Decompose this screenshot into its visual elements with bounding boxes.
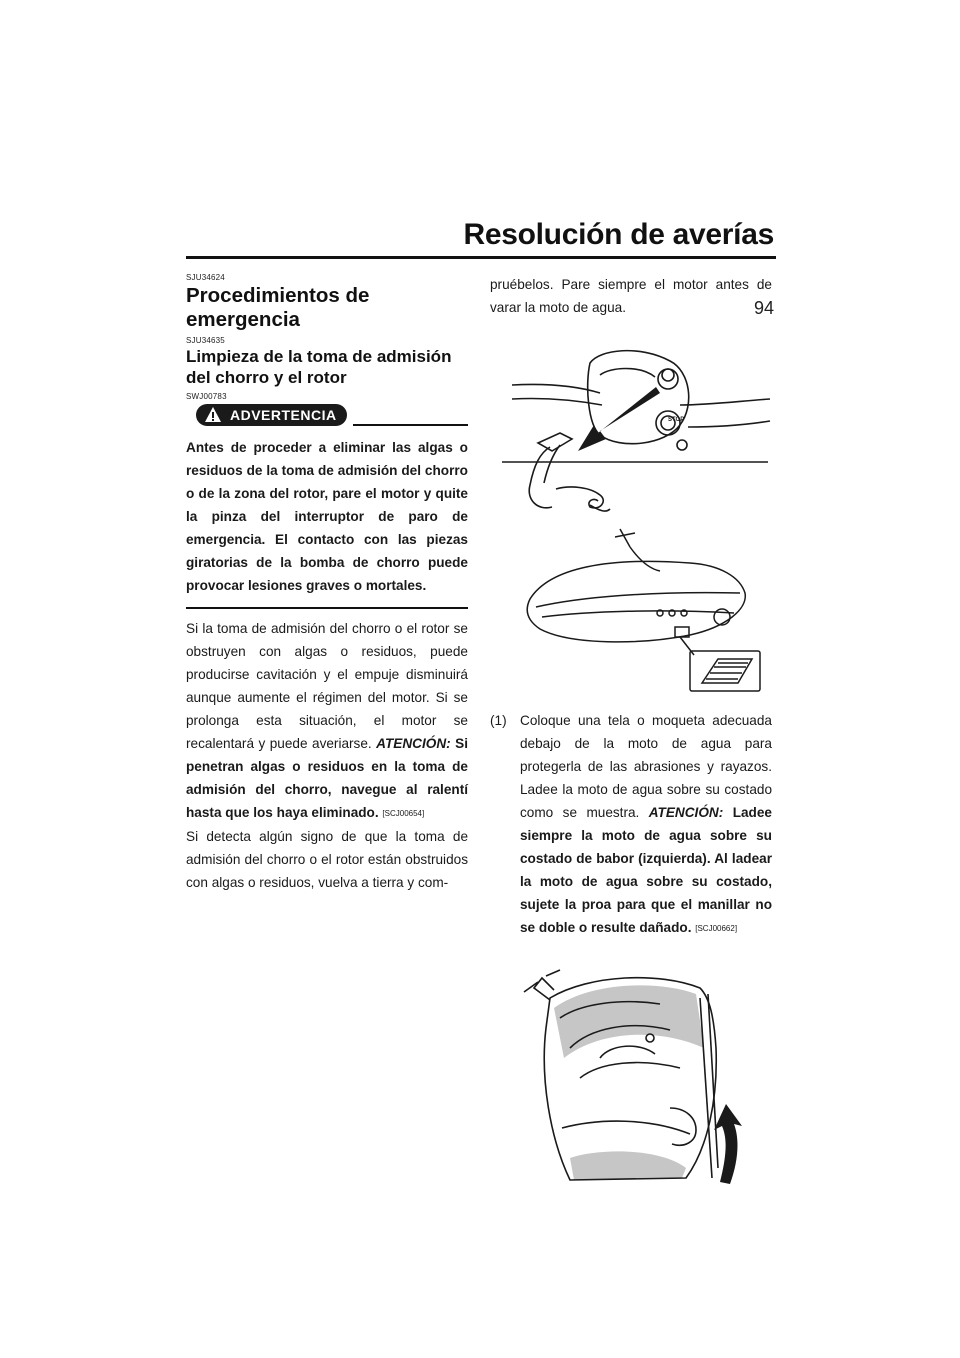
paragraph-continued: pruébelos. Pare siempre el motor antes de varar la moto de agua. (490, 277, 772, 315)
warning-label: ADVERTENCIA (230, 407, 337, 423)
right-column (490, 273, 772, 1194)
lanyard-removal-illustration (490, 335, 772, 517)
step-1-text: Coloque una tela o moqueta adecuada debajo de la moto de agua para protegerla de las abrasiones y rayazos. Ladee la moto de agua sobre su costado como se muestra. (520, 713, 772, 820)
step-1-atencion: ATENCIÓN: (648, 805, 724, 820)
stop-label: STOP (668, 417, 685, 423)
left-column (186, 273, 468, 894)
watercraft-side-illustration (490, 517, 772, 695)
paragraph-1-code: [SCJ00654] (382, 809, 425, 818)
warning-rule (353, 424, 468, 426)
paragraph-1-caution: Si penetran algas o residuos en la toma de admisión del chorro, navegue al ralentí hasta que los haya eliminado. (186, 736, 468, 820)
step-1-caution: Ladee siempre la moto de agua sobre su costado de babor (izquierda). Al ladear la moto de agua sobre su costado, sujete la proa para que el manillar no se doble o resulte dañado. (520, 805, 772, 935)
paragraph-1-atencion: ATENCIÓN: (376, 736, 451, 751)
warning-text: Antes de proceder a eliminar las algas o residuos de la toma de admisión del chorro o de la zona del rotor, pare el motor y quite la pinza del interruptor de paro de emergencia. El contacto con las piezas giratorias de la bomba de chorro puede provocar lesiones graves o mortales. (186, 440, 468, 593)
header-rule (186, 256, 776, 259)
warning-header (186, 404, 468, 430)
paragraph-1 (186, 617, 468, 825)
warning-end-rule (186, 607, 468, 609)
page-header-title: Resolución de averías (463, 218, 774, 251)
paragraph-2: Si detecta algún signo de que la toma de admisión del chorro o el rotor están obstruidos con algas o residuos, vuelva a tierra y com- (186, 829, 468, 890)
step-1-code: [SCJ00662] (695, 924, 738, 933)
step-1 (490, 709, 772, 940)
paragraph-1-text: Si la toma de admisión del chorro o el rotor se obstruyen con algas o residuos, puede producirse cavitación y el empuje disminuirá aunque aumente el régimen del motor. Si se prolonga esta situación, el motor se recalentará y puede averiarse. (186, 621, 468, 751)
subsection-code: SJU34635 (186, 336, 225, 345)
section-code: SJU34624 (186, 273, 225, 282)
warning-code: SWJ00783 (186, 392, 227, 401)
step-1-number: (1) (490, 713, 507, 728)
warning-triangle-icon (204, 406, 222, 424)
tilt-arrow-icon (714, 1104, 742, 1184)
page-number: 94 (753, 298, 774, 318)
section-heading: Procedimientos de emergencia (186, 284, 370, 331)
subsection-heading: Limpieza de la toma de admisión del chorro y el rotor (186, 347, 452, 387)
watercraft-tilted-illustration (490, 958, 772, 1194)
